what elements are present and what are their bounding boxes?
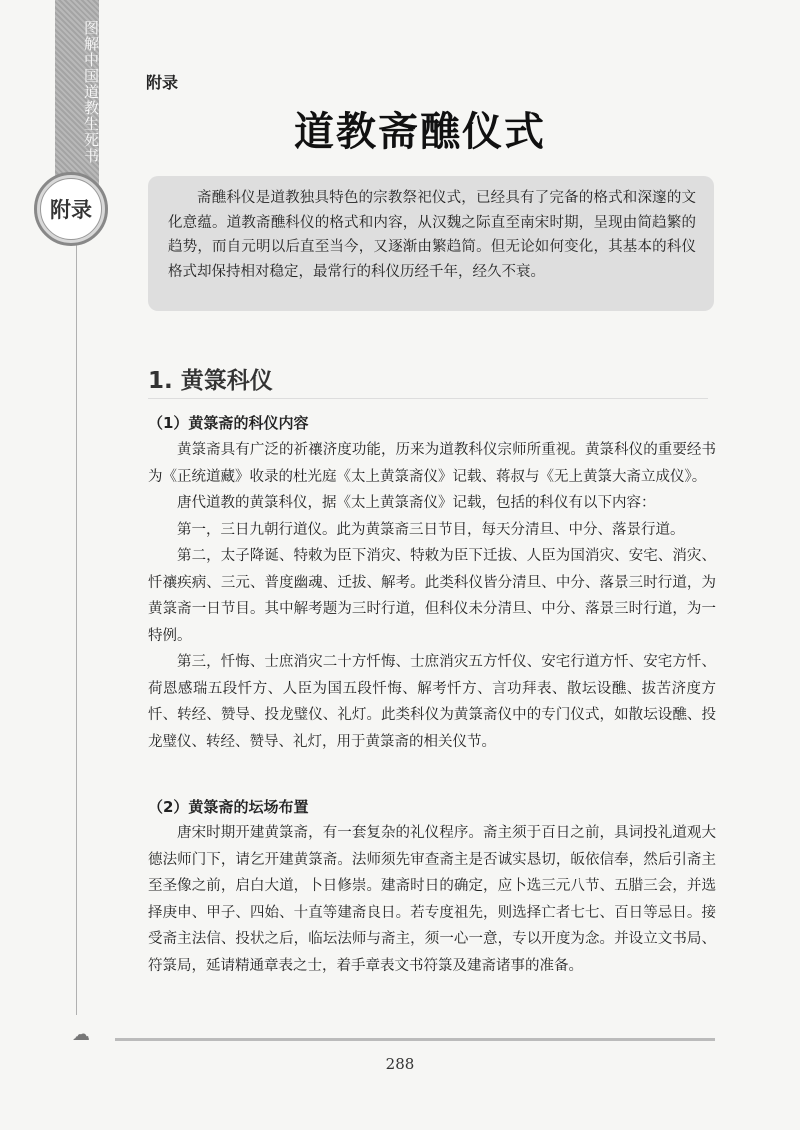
section-badge-label: 附录	[40, 178, 102, 240]
paragraph: 第一，三日九朝行道仪。此为黄箓斋三日节目，每天分清旦、中分、落景行道。	[177, 521, 685, 538]
subheading-2: （2）黄箓斋的坛场布置	[148, 798, 309, 816]
paragraph: 唐代道教的黄箓科仪，据《太上黄箓斋仪》记载，包括的科仪有以下内容：	[177, 495, 656, 511]
section-label: 附录	[146, 73, 179, 92]
subheading-1: （1）黄箓斋的科仪内容	[148, 414, 309, 432]
paragraph: 第二，太子降诞、特敕为臣下消灾、特敕为臣下迁拔、人臣为国消灾、安宅、消灾、忏禳疾病、三元、普度幽魂、迁拔、解考。此类科仪皆分清旦、中分、落景三时行道，为黄箓斋一日节目。其中解考题为三时行道，但科仪未分清旦、中分、落景三时行道，为一特例。	[148, 548, 716, 644]
section-1-body	[148, 437, 716, 755]
paragraph: 第三，忏悔、士庶消灾二十方忏悔、士庶消灾五方忏仪、安宅行道方忏、安宅方忏、荷恩感瑞五段忏方、人臣为国五段忏悔、解考忏方、言功拜表、散坛设醮、拔苦济度方忏、转经、赞导、投龙璧仪、礼灯。此类科仪为黄箓斋仪中的专门仪式，如散坛设醮、投龙璧仪、转经、赞导、礼灯，用于黄箓斋的相关仪节。	[148, 654, 716, 750]
section-badge	[34, 172, 108, 246]
heading-1: 1. 黄箓科仪	[148, 368, 273, 394]
section-2-body	[148, 820, 716, 979]
page-number: 288	[385, 1055, 415, 1073]
paragraph: 黄箓斋具有广泛的祈禳济度功能，历来为道教科仪宗师所重视。黄箓科仪的重要经书为《正统道藏》收录的杜光庭《太上黄箓斋仪》记载、蒋叔与《无上黄箓大斋立成仪》。	[148, 442, 716, 485]
side-tab-label: 图解中国道教生死书	[82, 20, 100, 164]
paragraph: 唐宋时期开建黄箓斋，有一套复杂的礼仪程序。斋主须于百日之前，具词投礼道观大德法师门下，请乞开建黄箓斋。法师须先审查斋主是否诚实恳切，皈依信奉，然后引斋主至圣像之前，启白大道，卜日修崇。建斋时日的确定，应卜选三元八节、五腊三会，并选择庚申、甲子、四始、十直等建斋良日。若专度祖先，则选择亡者七七、百日等忌日。接受斋主法信、投状之后，临坛法师与斋主，须一心一意，专以开度为念。并设立文书局、符箓局，延请精通章表之士，着手章表文书符箓及建斋诸事的准备。	[148, 825, 716, 974]
intro-box	[148, 176, 714, 311]
margin-rule	[76, 215, 77, 1015]
heading-rule	[148, 398, 708, 399]
footer-rule	[115, 1038, 715, 1041]
cloud-ornament-icon: ☁	[72, 1024, 90, 1045]
intro-text: 斋醮科仪是道教独具特色的宗教祭祀仪式，已经具有了完备的格式和深邃的文化意蕴。道教斋醮科仪的格式和内容，从汉魏之际直至南宋时期，呈现由简趋繁的趋势，而自元明以后直至当今，又逐渐由繁趋简。但无论如何变化，其基本的科仪格式却保持相对稳定，最常行的科仪历经千年，经久不衰。	[168, 190, 696, 280]
page-title: 道教斋醮仪式	[294, 108, 546, 155]
